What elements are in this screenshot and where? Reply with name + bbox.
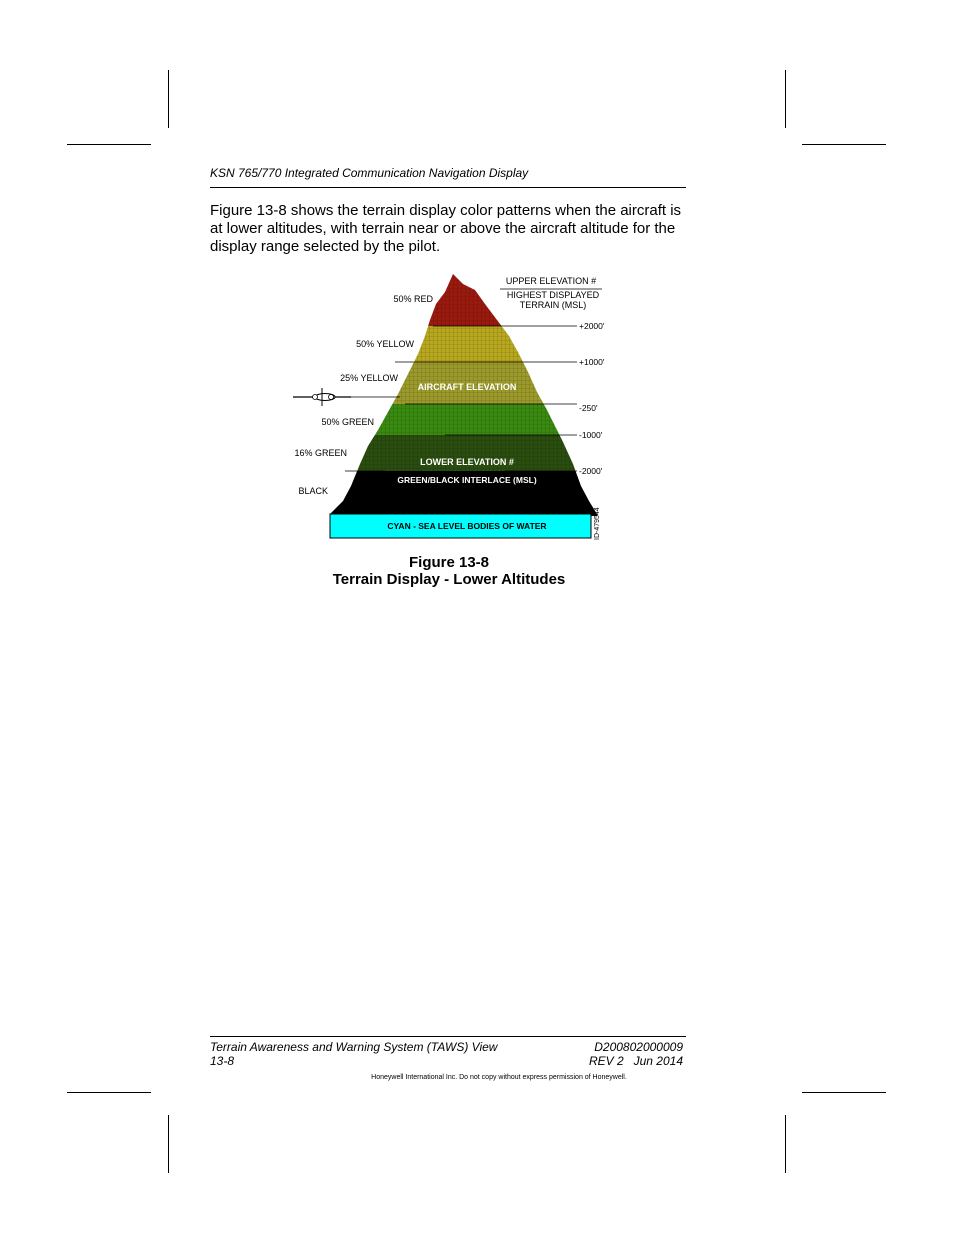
tick-minus-2000: -2000' bbox=[579, 466, 603, 476]
figure-caption bbox=[210, 554, 688, 588]
crop-mark bbox=[785, 1115, 786, 1173]
label-aircraft-elevation: AIRCRAFT ELEVATION bbox=[417, 382, 517, 392]
copyright-notice: Honeywell International Inc. Do not copy without express permission of Honeywell. bbox=[371, 1074, 627, 1081]
footer-doc-number: D200802000009 bbox=[594, 1040, 683, 1054]
footer-right bbox=[520, 1040, 683, 1068]
label-highest-line1: HIGHEST DISPLAYED bbox=[506, 290, 600, 300]
footer-page: 13-8 bbox=[210, 1054, 235, 1068]
label-25-yellow: 25% YELLOW bbox=[340, 373, 398, 383]
label-highest-line2: TERRAIN (MSL) bbox=[519, 300, 587, 310]
terrain-figure bbox=[285, 268, 615, 543]
tick-plus-1000: +1000' bbox=[579, 357, 605, 367]
label-water: CYAN - SEA LEVEL BODIES OF WATER bbox=[387, 521, 547, 531]
label-50-green: 50% GREEN bbox=[321, 417, 374, 427]
crop-mark bbox=[802, 1092, 886, 1093]
label-16-green: 16% GREEN bbox=[294, 448, 347, 458]
label-lower-elevation: LOWER ELEVATION # bbox=[420, 457, 514, 467]
caption-title: Terrain Display - Lower Altitudes bbox=[332, 571, 566, 588]
label-upper-elevation: UPPER ELEVATION # bbox=[505, 276, 597, 286]
footer-left bbox=[210, 1040, 497, 1068]
crop-mark bbox=[67, 144, 151, 145]
label-black: BLACK bbox=[298, 486, 328, 496]
label-50-red: 50% RED bbox=[393, 294, 433, 304]
aircraft-icon bbox=[293, 388, 351, 406]
footer-revision: REV 2 Jun 2014 bbox=[588, 1054, 683, 1068]
page-header: KSN 765/770 Integrated Communication Navigation Display bbox=[210, 166, 529, 180]
label-interlace: GREEN/BLACK INTERLACE (MSL) bbox=[397, 475, 537, 485]
footer-section: Terrain Awareness and Warning System (TAWS) View bbox=[210, 1040, 498, 1054]
tick-plus-2000: +2000' bbox=[579, 321, 605, 331]
crop-mark bbox=[168, 70, 169, 128]
caption-number: Figure 13-8 bbox=[408, 554, 490, 571]
crop-mark bbox=[168, 1115, 169, 1173]
tick-minus-250: -250' bbox=[579, 403, 598, 413]
figure-id: ID-479544 bbox=[594, 507, 601, 540]
header-rule bbox=[210, 187, 686, 188]
footer-rule bbox=[210, 1036, 686, 1037]
terrain-diagram bbox=[285, 268, 615, 543]
crop-mark bbox=[802, 144, 886, 145]
intro-paragraph: Figure 13-8 shows the terrain display color patterns when the aircraft is at lower altitudes, with terrain near or above the aircraft altitude for the display range selected by the pilot. bbox=[210, 202, 682, 255]
tick-minus-1000: -1000' bbox=[579, 430, 603, 440]
label-50-yellow: 50% YELLOW bbox=[356, 339, 414, 349]
crop-mark bbox=[67, 1092, 151, 1093]
crop-mark bbox=[785, 70, 786, 128]
